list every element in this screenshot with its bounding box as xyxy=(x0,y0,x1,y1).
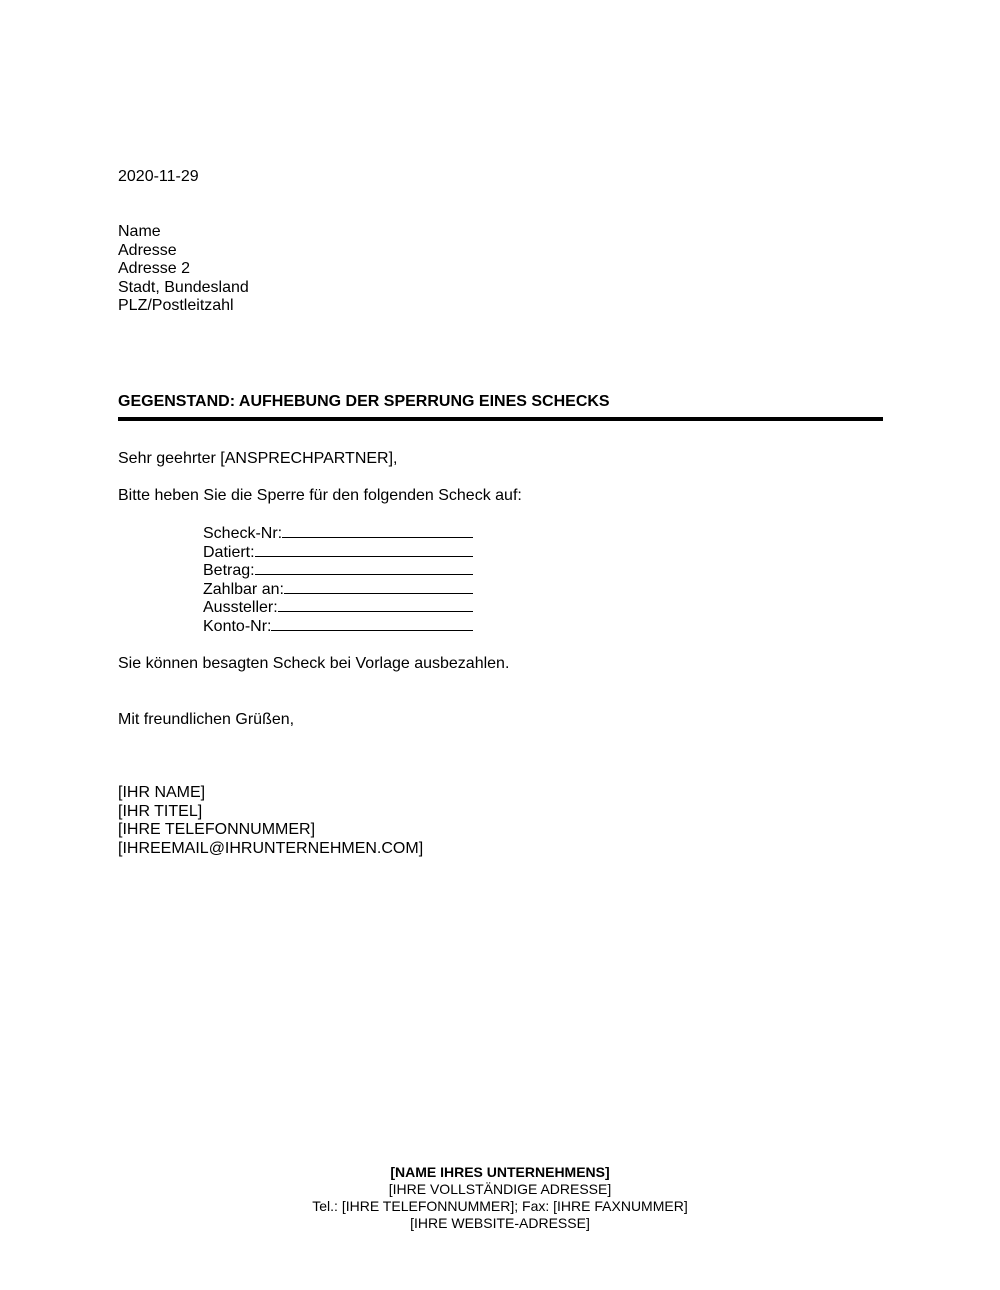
sender-title: [IHR TITEL] xyxy=(118,802,203,820)
check-details-form xyxy=(203,523,473,635)
field-label: Zahlbar an: xyxy=(203,580,284,598)
footer-company-name: [NAME IHRES UNTERNEHMENS] xyxy=(390,1164,610,1180)
field-label: Betrag: xyxy=(203,562,255,580)
field-issuer xyxy=(203,597,473,616)
recipient-postal-code: PLZ/Postleitzahl xyxy=(118,297,234,315)
fill-in-blank[interactable] xyxy=(284,579,473,594)
subject-line: GEGENSTAND: AUFHEBUNG DER SPERRUNG EINES SCHECKS xyxy=(118,393,610,410)
fill-in-blank[interactable] xyxy=(282,523,473,538)
fill-in-blank[interactable] xyxy=(255,542,473,557)
letter-date: 2020-11-29 xyxy=(118,168,199,185)
footer-contact: Tel.: [IHRE TELEFONNUMMER]; Fax: [IHRE FAXNUMMER] xyxy=(312,1198,688,1214)
sender-name: [IHR NAME] xyxy=(118,784,206,801)
fill-in-blank[interactable] xyxy=(255,560,473,575)
complimentary-close: Mit freundlichen Grüßen, xyxy=(118,711,295,728)
field-check-number xyxy=(203,523,473,542)
sender-phone: [IHRE TELEFONNUMMER] xyxy=(118,821,316,839)
field-amount xyxy=(203,560,473,579)
sender-email: [IHREEMAIL@IHRUNTERNEHMEN.COM] xyxy=(118,839,424,857)
footer-address: [IHRE VOLLSTÄNDIGE ADRESSE] xyxy=(388,1181,612,1197)
salutation: Sehr geehrter [ANSPRECHPARTNER], xyxy=(118,450,398,467)
footer-website: [IHRE WEBSITE-ADRESSE] xyxy=(410,1215,590,1231)
field-label: Datiert: xyxy=(203,543,255,561)
closing-note: Sie können besagten Scheck bei Vorlage ausbezahlen. xyxy=(118,655,510,672)
subject-divider xyxy=(118,417,883,421)
field-account-number xyxy=(203,616,473,635)
recipient-name: Name xyxy=(118,223,161,240)
recipient-address-line-1: Adresse xyxy=(118,241,177,259)
recipient-city-state: Stadt, Bundesland xyxy=(118,278,249,296)
field-label: Aussteller: xyxy=(203,599,278,617)
field-payee xyxy=(203,579,473,598)
fill-in-blank[interactable] xyxy=(271,616,473,631)
recipient-address-block xyxy=(118,223,249,316)
field-label: Konto-Nr: xyxy=(203,617,272,635)
signature-block xyxy=(118,784,423,858)
letterhead-footer xyxy=(0,1164,1000,1232)
intro-paragraph: Bitte heben Sie die Sperre für den folgenden Scheck auf: xyxy=(118,487,522,504)
recipient-address-line-2: Adresse 2 xyxy=(118,260,191,278)
fill-in-blank[interactable] xyxy=(278,597,473,612)
field-dated xyxy=(203,542,473,561)
field-label: Scheck-Nr: xyxy=(203,525,283,542)
